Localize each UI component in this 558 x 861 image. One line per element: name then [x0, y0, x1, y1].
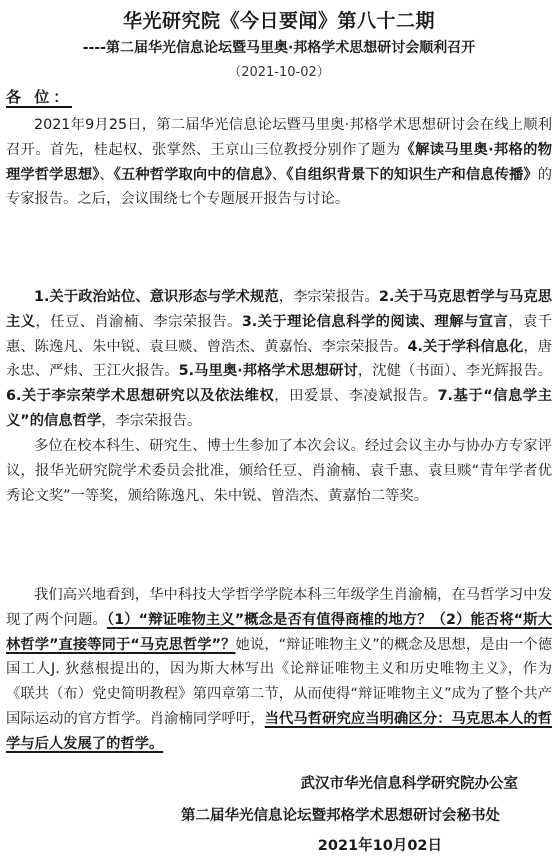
- student-conclusion: 当代马哲研究应当明确区分：马克思本人的哲学与后人发展了的哲学。: [6, 710, 553, 752]
- topic-6: 6.关于李宗荣学术思想研究以及依法维权: [6, 388, 275, 405]
- report-title-2: 《五种哲学取向中的信息》: [113, 166, 272, 183]
- topic-1: 1.关于政治站位、意识形态与学术规范: [34, 289, 279, 305]
- topic-7: 7.基于“信息学主义”的信息哲学: [6, 388, 552, 429]
- text-run: ，任豆、肖渝楠、李宗荣报告。: [35, 313, 242, 330]
- paragraph-awards: [6, 434, 552, 508]
- signature-org-1: 武汉市华光信息科学研究院办公室: [300, 776, 518, 792]
- text-run: ，田爱景、李凌斌报告。: [274, 388, 438, 405]
- text-run: 她说，“辩证唯物主义”的概念及思想，是由一个德国工人J. 狄慈根提出的，因为斯大林写出《论辩证唯物主义和历史唯物主义》，作为《联共（布）党史简明教程》第四章第二节，从而使得“辩证唯物主义”成为了整个共产国际运动的官方哲学。肖渝楠同学呼吁，: [6, 636, 553, 727]
- text-run: ，唐永忠、严炜、王江火报告。: [6, 338, 552, 380]
- text-run: ，袁千惠、陈逸凡、朱中锐、袁旦赕、曾浩杰、黄嘉怡、李宗荣报告。: [6, 313, 553, 355]
- signature-date: 2021年10月02日: [317, 838, 442, 854]
- topic-3: 3.关于理论信息科学的阅读、理解与宣言: [241, 313, 509, 330]
- text-run: 的专家报告。之后，会议围绕七个专题展开报告与讨论。: [6, 166, 553, 208]
- paragraph-intro: [6, 113, 552, 212]
- document-title: 华光研究院《今日要闻》第八十二期: [122, 10, 435, 32]
- text-run: ，沈健（书面）、李光辉报告。: [357, 363, 552, 380]
- report-title-3: 《自组织背景下的知识生产和信息传播》: [286, 166, 538, 183]
- report-title-1: 《解读马里奥·邦格的物理学哲学思想》: [6, 141, 552, 183]
- student-questions: （1）“辩证唯物主义”概念是否有值得商榷的地方？（2）能否将“斯大林哲学”直接等同于“马克思哲学”？: [6, 611, 552, 653]
- text-run: 2021年9月25日，第二届华光信息论坛暨马里奥·邦格学术思想研讨会在线上顺利召开。首先，桂起权、张掌然、王京山三位教授分别作了题为: [6, 117, 552, 158]
- paragraph-student-questions: [6, 583, 552, 757]
- text-run: ，李宗荣报告。: [101, 412, 202, 429]
- text-run: 、: [271, 166, 287, 183]
- text-run: 、: [99, 166, 114, 183]
- salutation: 各 位：: [6, 88, 73, 106]
- text-run: 多位在校本科生、研究生、博士生参加了本次会议。经过会议主办与协办方专家评议，报华光研究院学术委员会批准，颁给任豆、肖渝楠、袁千惠、袁旦赕“青年学者优秀论文奖”一等奖，颁给陈逸凡、朱中锐、曾浩杰、黄嘉怡二等奖。: [6, 438, 552, 504]
- topic-4: 4.关于学科信息化: [407, 338, 524, 355]
- text-run: 我们高兴地看到，华中科技大学哲学学院本科三年级学生肖渝楠，在马哲学习中发现了两个问题。: [6, 587, 552, 628]
- paragraph-topics: [6, 285, 552, 434]
- document-date: （2021-10-02）: [228, 65, 330, 80]
- text-run: ，李宗荣报告。: [278, 289, 379, 305]
- document-subtitle: ----第二届华光信息论坛暨马里奥·邦格学术思想研讨会顺利召开: [82, 40, 476, 56]
- topic-2: 2.关于马克思哲学与马克思主义: [6, 289, 552, 330]
- signature-org-2: 第二届华光信息论坛暨邦格学术思想研讨会秘书处: [181, 808, 500, 824]
- topic-5: 5.马里奥·邦格学术思想研讨: [178, 363, 358, 380]
